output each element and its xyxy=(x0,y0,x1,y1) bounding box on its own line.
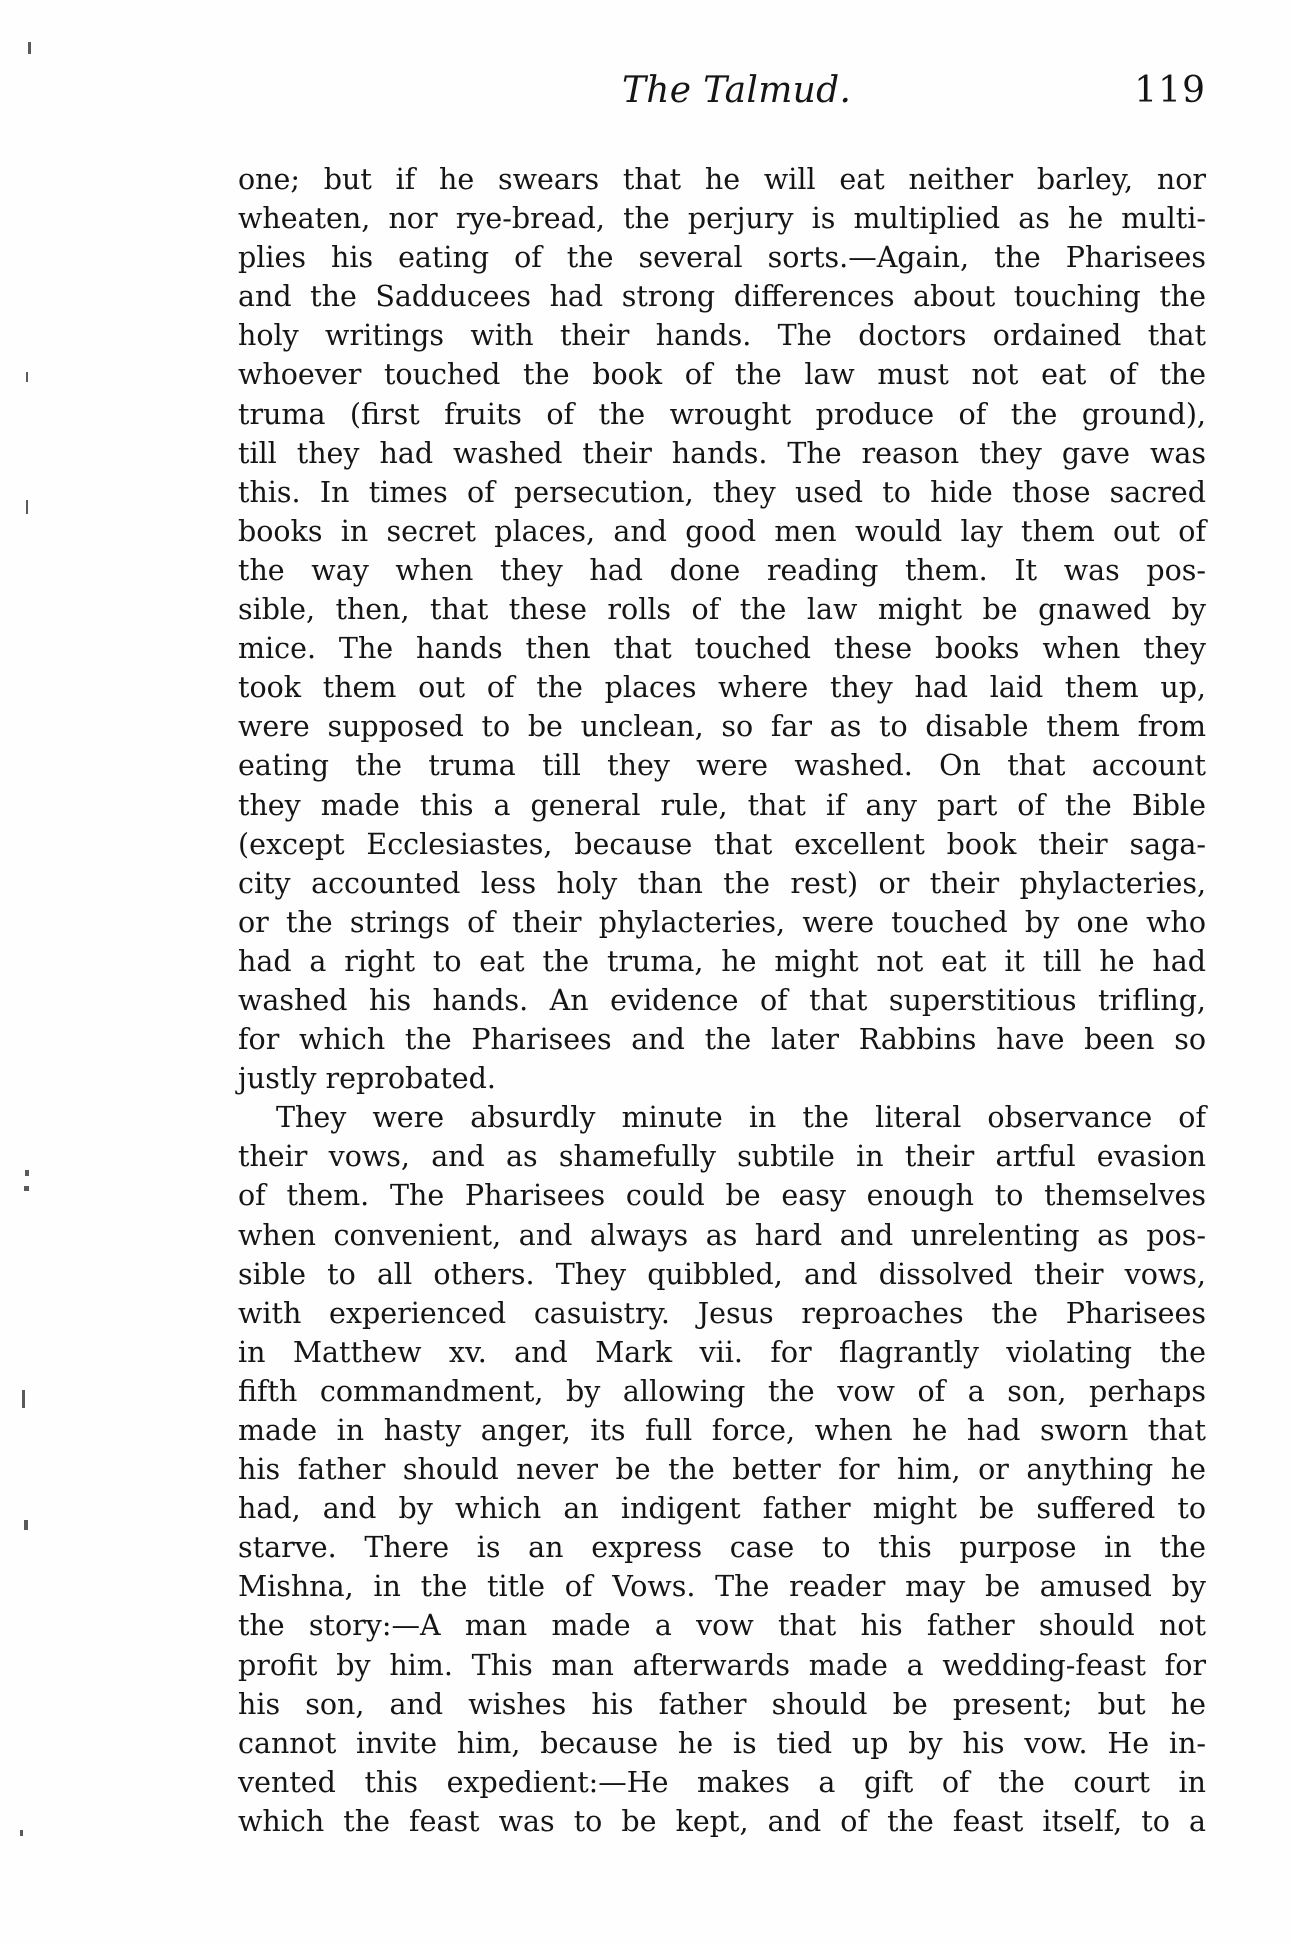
text-line: holy writings with their hands. The doctors ordained that xyxy=(238,319,1206,353)
text-line: profit by him. This man afterwards made a wedding-feast for xyxy=(238,1648,1206,1682)
text-line: sible to all others. They quibbled, and dissolved their vows, xyxy=(238,1257,1206,1291)
text-line: sible, then, that these rolls of the law might be gnawed by xyxy=(238,593,1206,627)
page-number: 119 xyxy=(1134,70,1206,111)
text-line: or the strings of their phylacteries, were touched by one who xyxy=(238,905,1206,939)
text-line: one; but if he swears that he will eat neither barley, nor xyxy=(238,163,1206,196)
margin-speck xyxy=(26,372,28,382)
text-line: made in hasty anger, its full force, when he had sworn that xyxy=(238,1414,1206,1447)
margin-speck xyxy=(24,1186,29,1191)
margin-speck xyxy=(24,1520,28,1530)
page-header xyxy=(238,70,1206,120)
text-line: starve. There is an express case to this purpose in the xyxy=(238,1531,1206,1565)
paragraph-start-line: They were absurdly minute in the literal observance of xyxy=(276,1101,1206,1135)
margin-speck xyxy=(28,42,31,54)
text-line: (except Ecclesiastes, because that excellent book their saga- xyxy=(238,827,1206,861)
text-line: were supposed to be unclean, so far as to disable them from xyxy=(238,710,1206,744)
text-line: the story:—A man made a vow that his father should not xyxy=(238,1609,1206,1643)
margin-speck xyxy=(25,1170,29,1176)
text-line: they made this a general rule, that if any part of the Bible xyxy=(238,788,1206,822)
text-line: his son, and wishes his father should be present; but he xyxy=(238,1687,1206,1721)
text-line: for which the Pharisees and the later Rabbins have been so xyxy=(238,1023,1206,1057)
text-line: mice. The hands then that touched these books when they xyxy=(238,632,1206,666)
text-line: took them out of the places where they had laid them up, xyxy=(238,671,1206,705)
scan-margin-marks xyxy=(0,0,60,1944)
margin-speck xyxy=(20,1830,23,1836)
text-line: when convenient, and always as hard and unrelenting as pos- xyxy=(238,1218,1206,1252)
text-line: whoever touched the book of the law must not eat of the xyxy=(238,358,1206,392)
margin-speck xyxy=(26,500,28,514)
text-line: till they had washed their hands. The reason they gave was xyxy=(238,436,1206,470)
text-line: Mishna, in the title of Vows. The reader may be amused by xyxy=(238,1570,1206,1604)
text-line: this. In times of persecution, they used to hide those sacred xyxy=(238,475,1206,509)
paragraph-end-line: justly reprobated. xyxy=(238,1062,496,1096)
text-line: which the feast was to be kept, and of the feast itself, to a xyxy=(238,1804,1206,1838)
body-text xyxy=(238,160,1206,1841)
text-line: with experienced casuistry. Jesus reproaches the Pharisees xyxy=(238,1296,1206,1330)
text-line: his father should never be the better for him, or anything he xyxy=(238,1453,1206,1487)
margin-speck xyxy=(22,1390,25,1408)
text-line: vented this expedient:—He makes a gift of the court in xyxy=(238,1765,1206,1799)
text-line: had a right to eat the truma, he might not eat it till he had xyxy=(238,944,1206,978)
text-line: and the Sadducees had strong differences about touching the xyxy=(238,280,1206,314)
text-line: their vows, and as shamefully subtile in their artful evasion xyxy=(238,1140,1206,1174)
text-line: fifth commandment, by allowing the vow of a son, perhaps xyxy=(238,1374,1206,1408)
text-line: plies his eating of the several sorts.—Again, the Pharisees xyxy=(238,241,1206,275)
text-line: eating the truma till they were washed. On that account xyxy=(238,749,1206,783)
text-line: in Matthew xv. and Mark vii. for flagrantly violating the xyxy=(238,1335,1206,1369)
text-line: of them. The Pharisees could be easy enough to themselves xyxy=(238,1179,1206,1213)
text-line: books in secret places, and good men would lay them out of xyxy=(238,514,1206,548)
text-line: cannot invite him, because he is tied up by his vow. He in- xyxy=(238,1726,1206,1760)
text-line: the way when they had done reading them. It was pos- xyxy=(238,553,1206,587)
text-line: had, and by which an indigent father might be suffered to xyxy=(238,1492,1206,1526)
running-title: The Talmud. xyxy=(622,70,852,111)
text-line: washed his hands. An evidence of that superstitious trifling, xyxy=(238,983,1206,1017)
text-line: truma (first fruits of the wrought produce of the ground), xyxy=(238,397,1206,431)
text-line: wheaten, nor rye-bread, the perjury is multiplied as he multi- xyxy=(238,202,1206,236)
text-line: city accounted less holy than the rest) or their phylacteries, xyxy=(238,866,1206,900)
